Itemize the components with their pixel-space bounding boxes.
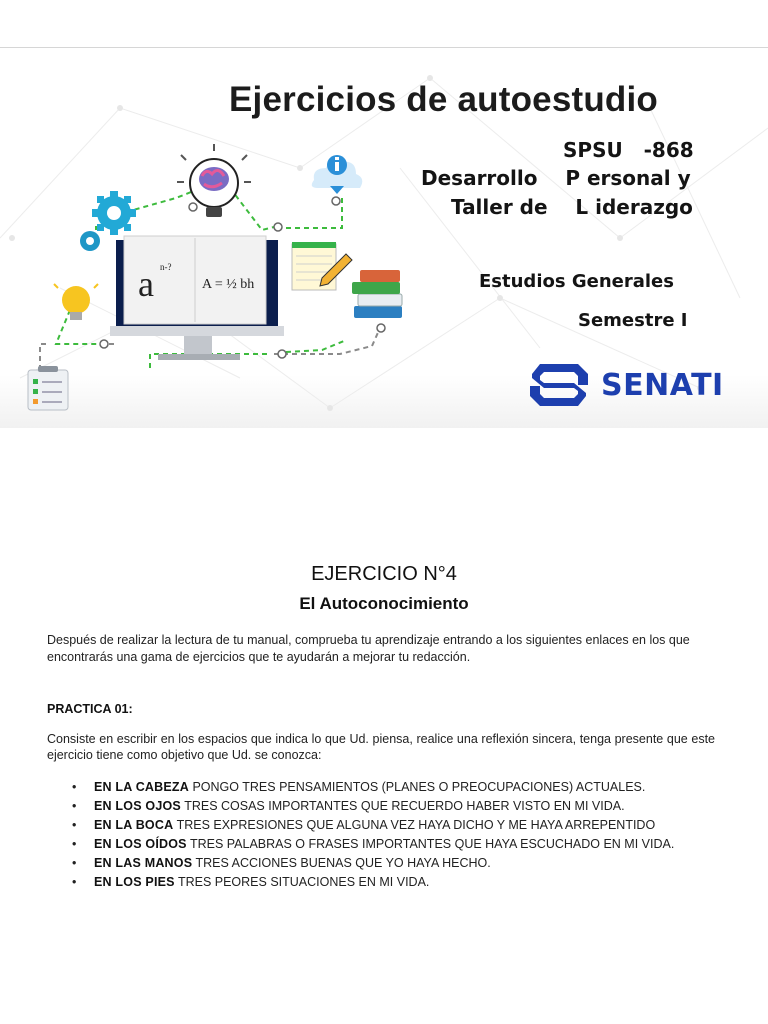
item-keyword: EN LA CABEZA [94,780,189,794]
header-banner [0,48,768,428]
item-keyword: EN LOS OJOS [94,799,181,813]
semester-label: Semestre I [578,310,688,331]
item-text: TRES PALABRAS O FRASES IMPORTANTES QUE HAYA ESCUCHADO EN MI VIDA. [186,837,675,851]
list-item [72,836,716,852]
page-title: Ejercicios de autoestudio [229,80,658,119]
list-item [72,817,716,833]
bullet: • [72,799,77,813]
course-name-line1: Desarrollo P ersonal y [421,166,691,190]
reflection-list [72,779,716,893]
item-text: TRES PEORES SITUACIONES EN MI VIDA. [174,875,430,889]
program-name: Estudios Generales [479,271,674,292]
info-cloud-icon [312,155,363,194]
notepad-pencil-icon [292,242,352,290]
course-name-line2: Taller de L iderazgo [451,195,693,219]
item-keyword: EN LAS MANOS [94,856,193,870]
item-keyword: EN LOS OÍDOS [94,837,187,851]
list-item [72,779,716,795]
checklist-icon [28,366,68,410]
practice-label: PRACTICA 01: [47,702,133,716]
senati-logo-text: SENATI [601,368,724,403]
intro-paragraph: Después de realizar la lectura de tu manual, comprueba tu aprendizaje entrando a los siguientes enlaces en los que encontrarás una gama de ejercicios que te ayudarán a mejorar tu redacción. [47,633,690,664]
item-text: TRES ACCIONES BUENAS QUE YO HAYA HECHO. [192,856,491,870]
course-code: SPSU -868 [563,138,694,162]
instructions-paragraph: Consiste en escribir en los espacios que indica lo que Ud. piensa, realice una reflexión sincera, tenga presente que este ejercicio tiene como objetivo que Ud. se conozca: [47,732,715,762]
monitor-icon [110,236,284,360]
formula-a: a [138,264,154,304]
senati-logo-icon [528,362,590,408]
list-item [72,798,716,814]
bullet: • [72,818,77,832]
formula-area: A = ½ bh [202,277,255,292]
list-item [72,874,716,890]
item-text: PONGO TRES PENSAMIENTOS (PLANES O PREOCUPACIONES) ACTUALES. [189,780,646,794]
list-item [72,855,716,871]
exercise-title: EJERCICIO N°4 [311,563,457,585]
lightbulb-icon [54,284,98,320]
formula-exponent: n-? [160,262,172,272]
bullet: • [72,875,77,889]
item-text: TRES COSAS IMPORTANTES QUE RECUERDO HABER VISTO EN MI VIDA. [180,799,625,813]
books-icon [352,270,402,318]
bullet: • [72,837,77,851]
item-text: TRES EXPRESIONES QUE ALGUNA VEZ HAYA DICHO Y ME HAYA ARREPENTIDO [173,818,656,832]
bullet: • [72,780,77,794]
item-keyword: EN LA BOCA [94,818,174,832]
bullet: • [72,856,77,870]
brain-lightbulb-icon [177,144,251,217]
exercise-subtitle: El Autoconocimiento [299,594,469,613]
item-keyword: EN LOS PIES [94,875,175,889]
